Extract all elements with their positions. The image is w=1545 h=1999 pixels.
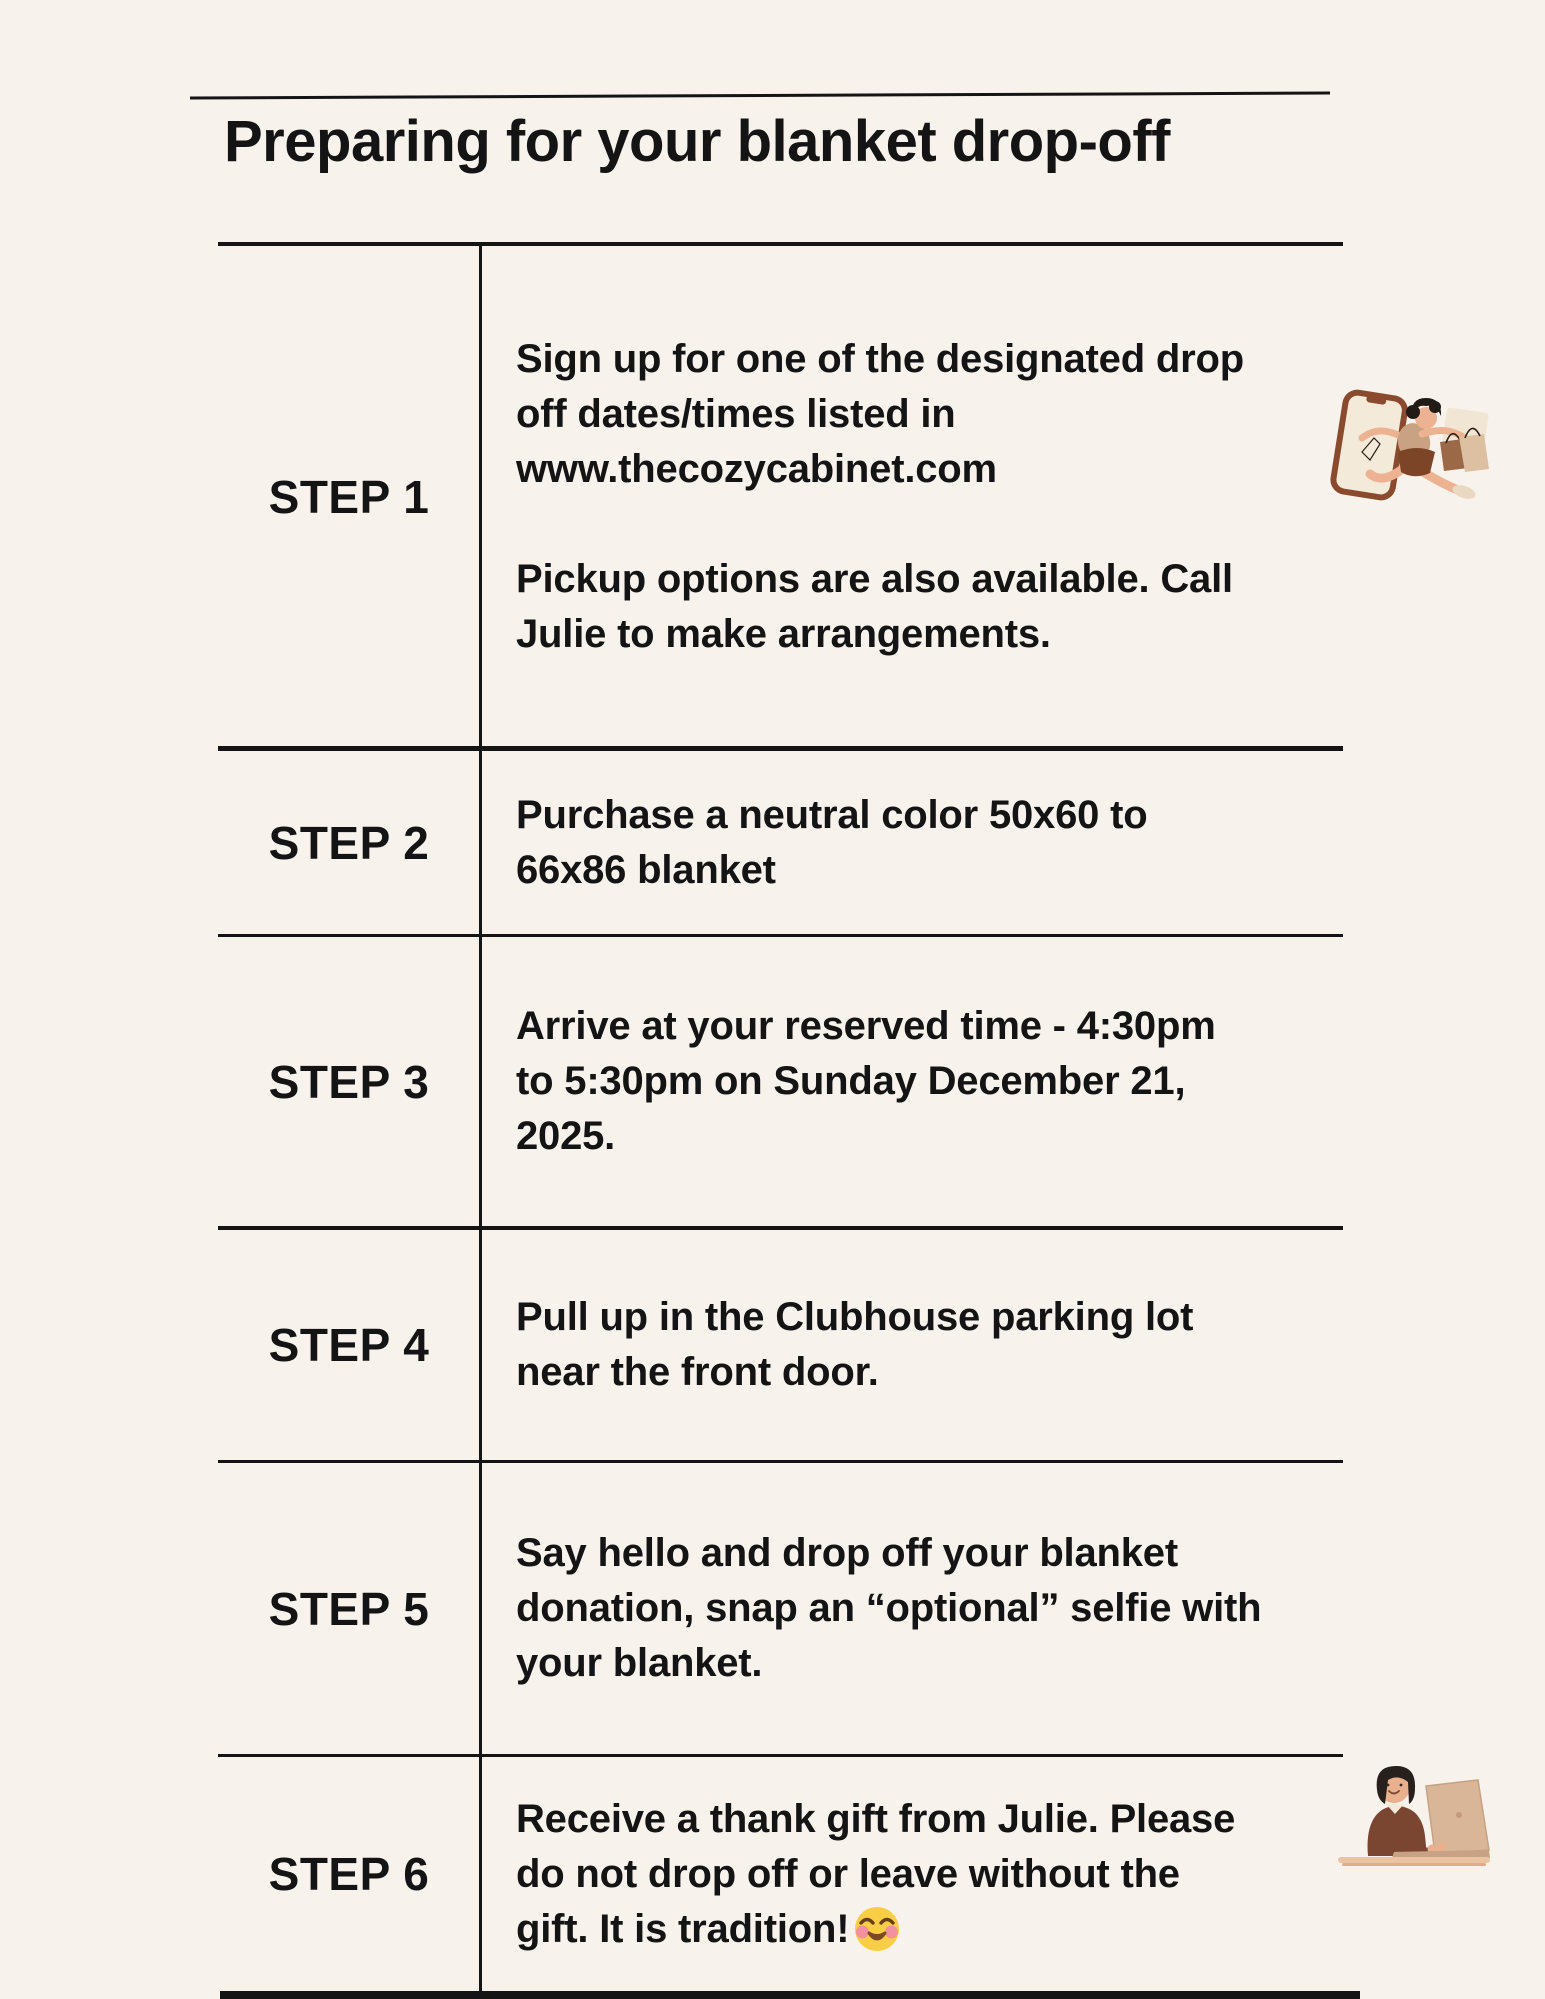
blushing-smiling-face-emoji-icon bbox=[853, 1905, 901, 1953]
step-description bbox=[480, 751, 1343, 934]
description-line: Pull up in the Clubhouse parking lot bbox=[516, 1295, 1194, 1339]
title-top-rule bbox=[190, 92, 1330, 100]
step-description bbox=[480, 1230, 1343, 1460]
description-line: do not drop off or leave without the bbox=[516, 1851, 1180, 1896]
description-line: Pickup options are also available. Call bbox=[516, 556, 1233, 601]
description-line: to 5:30pm on Sunday December 21, bbox=[516, 1059, 1186, 1103]
table-border-bottom bbox=[220, 1991, 1360, 1999]
table-row-step-3 bbox=[218, 937, 1343, 1226]
page-title: Preparing for your blanket drop-off bbox=[224, 109, 1170, 174]
woman-working-on-laptop-illustration bbox=[1338, 1758, 1490, 1876]
step-label: STEP 4 bbox=[268, 1319, 430, 1371]
description-line-blank bbox=[516, 497, 1343, 552]
table-border-top bbox=[218, 242, 1343, 246]
description-line: Purchase a neutral color 50x60 to bbox=[516, 792, 1148, 837]
description-line: donation, snap an “optional” selfie with bbox=[516, 1586, 1262, 1630]
table-row-step-1 bbox=[218, 247, 1343, 746]
step-label: STEP 2 bbox=[268, 816, 430, 869]
table-row-step-4 bbox=[218, 1230, 1343, 1460]
table-row-step-2 bbox=[218, 751, 1343, 934]
step-label: STEP 1 bbox=[268, 470, 430, 523]
step-description bbox=[480, 1463, 1343, 1754]
description-line-text: gift. It is tradition! bbox=[516, 1906, 850, 1951]
table-row-step-5 bbox=[218, 1463, 1343, 1754]
description-line: Julie to make arrangements. bbox=[516, 611, 1051, 656]
description-line: 2025. bbox=[516, 1114, 616, 1158]
step-description bbox=[480, 1757, 1343, 1991]
step-label: STEP 3 bbox=[268, 1055, 430, 1108]
description-line: Sign up for one of the designated drop bbox=[516, 336, 1244, 381]
description-line: 66x86 blanket bbox=[516, 847, 776, 892]
step-label: STEP 6 bbox=[268, 1848, 430, 1900]
step-label-cell bbox=[218, 937, 480, 1226]
description-line: Arrive at your reserved time - 4:30pm bbox=[516, 1004, 1216, 1048]
woman-leaping-from-phone-with-shopping-bags-illustration bbox=[1322, 386, 1490, 510]
step-label-cell bbox=[218, 1757, 480, 1991]
description-line bbox=[516, 1902, 1343, 1957]
step-description bbox=[480, 937, 1343, 1226]
step-label-cell bbox=[218, 751, 480, 934]
step-label-cell bbox=[218, 247, 480, 746]
step-label-cell bbox=[218, 1230, 480, 1460]
step-description bbox=[480, 247, 1343, 746]
step-label: STEP 5 bbox=[268, 1582, 430, 1635]
table-row-step-6 bbox=[218, 1757, 1343, 1991]
description-line: www.thecozycabinet.com bbox=[516, 446, 997, 491]
description-line: Say hello and drop off your blanket bbox=[516, 1531, 1178, 1575]
description-line: off dates/times listed in bbox=[516, 391, 956, 436]
description-line: your blanket. bbox=[516, 1641, 763, 1685]
description-line: near the front door. bbox=[516, 1350, 879, 1394]
description-line: Receive a thank gift from Julie. Please bbox=[516, 1796, 1236, 1841]
step-label-cell bbox=[218, 1463, 480, 1754]
